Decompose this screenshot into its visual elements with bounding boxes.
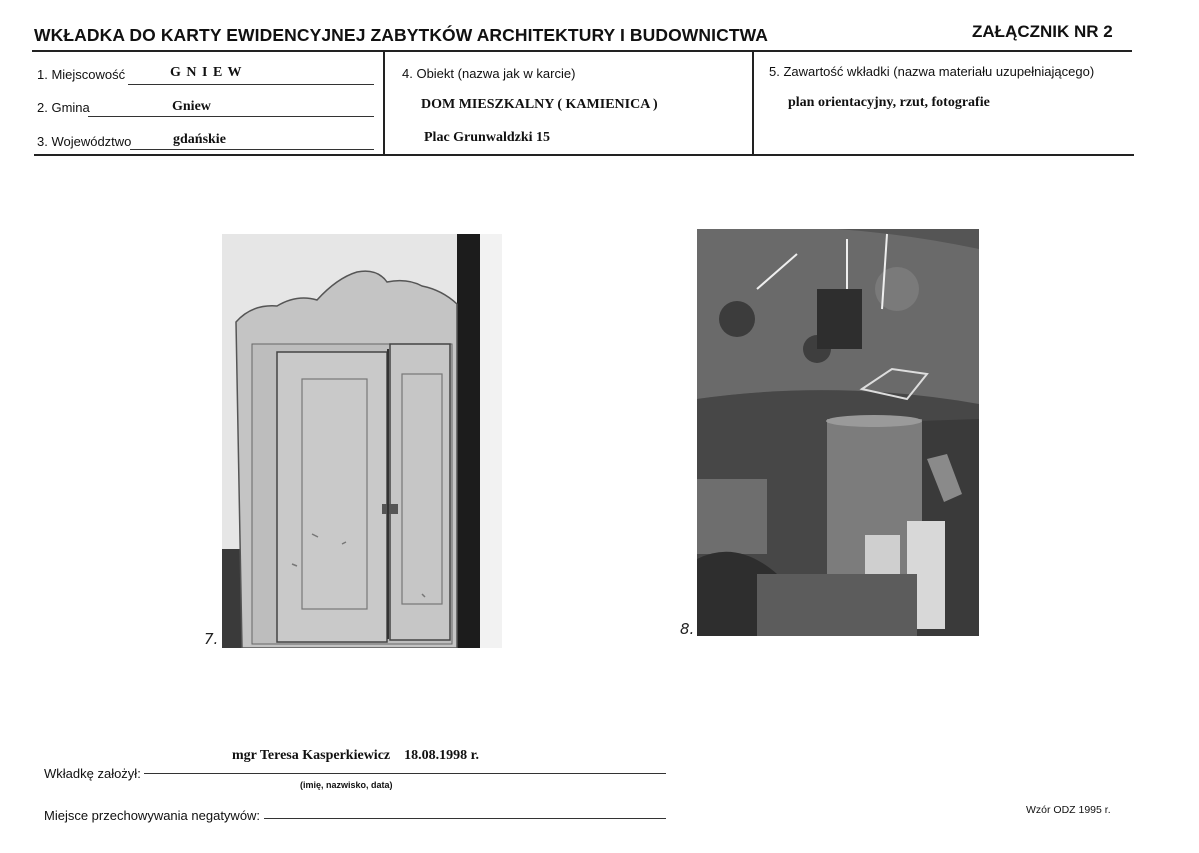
annex-number: ZAŁĄCZNIK NR 2 xyxy=(972,22,1113,41)
form-model-note: Wzór ODZ 1995 r. xyxy=(1026,804,1111,816)
locality-value: G N I E W xyxy=(170,65,243,80)
photo-cellar-interior-icon xyxy=(697,229,979,636)
locality-underline xyxy=(128,84,374,85)
photo-number-7: 7. xyxy=(204,630,219,648)
voivodeship-label: 3. Województwo xyxy=(37,134,132,149)
author-hint: (imię, nazwisko, data) xyxy=(300,780,393,790)
voivodeship-value: gdańskie xyxy=(173,132,226,147)
commune-underline xyxy=(88,116,374,117)
column-divider-1 xyxy=(383,51,385,155)
photo-number-8: 8. xyxy=(680,620,695,638)
commune-label: 2. Gmina xyxy=(37,100,90,115)
negatives-label: Miejsce przechowywania negatywów: xyxy=(44,808,261,823)
header-rule xyxy=(32,50,1132,52)
author-underline xyxy=(144,773,666,774)
locality-label: 1. Miejscowość xyxy=(37,67,126,82)
contents-label: 5. Zawartość wkładki (nazwa materiału uzupełniającego) xyxy=(769,64,1095,79)
object-name: DOM MIESZKALNY ( KAMIENICA ) xyxy=(421,97,658,112)
negatives-underline xyxy=(264,818,666,819)
photo-wooden-cupboard-icon xyxy=(222,234,502,648)
contents-value: plan orientacyjny, rzut, fotografie xyxy=(788,95,990,110)
form-title: WKŁADKA DO KARTY EWIDENCYJNEJ ZABYTKÓW ARCHITEKTURY I BUDOWNICTWA xyxy=(34,25,769,45)
photo-wooden-cupboard xyxy=(222,234,502,648)
author-value: mgr Teresa Kasperkiewicz 18.08.1998 r. xyxy=(232,748,480,763)
section-bottom-rule xyxy=(34,154,1134,156)
object-address: Plac Grunwaldzki 15 xyxy=(424,130,551,145)
object-label: 4. Obiekt (nazwa jak w karcie) xyxy=(402,66,576,81)
author-label: Wkładkę założył: xyxy=(44,766,141,781)
commune-value: Gniew xyxy=(172,99,211,114)
voivodeship-underline xyxy=(130,149,374,150)
column-divider-2 xyxy=(752,51,754,155)
photo-cellar-interior xyxy=(697,229,979,636)
